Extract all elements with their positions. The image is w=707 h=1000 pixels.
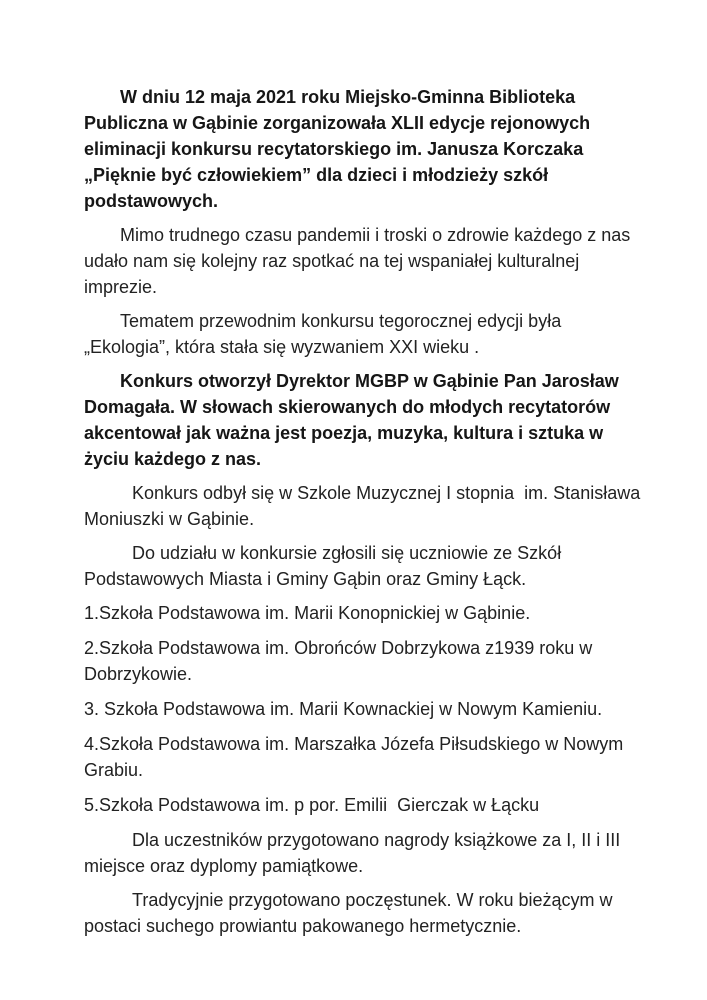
list-item-school-3: 3. Szkoła Podstawowa im. Marii Kownackiej w Nowym Kamieniu. [84, 699, 603, 719]
paragraph-venue: Konkurs odbył się w Szkole Muzycznej I stopnia im. Stanisława Moniuszki w Gąbinie. [84, 483, 646, 529]
paragraph-event-intro: W dniu 12 maja 2021 roku Miejsko-Gminna Biblioteka Publiczna w Gąbinie zorganizowała XLII edycje rejonowych eliminacji konkursu recytatorskiego im. Janusza Korczaka „Pięknie być człowiekiem” dla dzieci i młodzieży szkół podstawowych. [84, 87, 596, 211]
paragraph-pandemic: Mimo trudnego czasu pandemii i troski o zdrowie każdego z nas udało nam się kolejny raz spotkać na tej wspaniałej kulturalnej imprezie. [84, 225, 636, 297]
list-item-school-1: 1.Szkoła Podstawowa im. Marii Konopnickiej w Gąbinie. [84, 603, 531, 623]
paragraph-participants: Do udziału w konkursie zgłosili się uczniowie ze Szkół Podstawowych Miasta i Gminy Gąbin oraz Gminy Łąck. [84, 543, 567, 589]
list-item-school-2: 2.Szkoła Podstawowa im. Obrońców Dobrzykowa z1939 roku w Dobrzykowie. [84, 638, 598, 684]
paragraph-refreshments: Tradycyjnie przygotowano poczęstunek. W roku bieżącym w postaci suchego prowiantu pakowanego hermetycznie. [84, 890, 618, 936]
paragraph-director-opening: Konkurs otworzył Dyrektor MGBP w Gąbinie Pan Jarosław Domagała. W słowach skierowanych do młodych recytatorów akcentował jak ważna jest poezja, muzyka, kultura i sztuka w życiu każdego z nas. [84, 371, 624, 469]
list-item-school-4: 4.Szkoła Podstawowa im. Marszałka Józefa Piłsudskiego w Nowym Grabiu. [84, 734, 629, 780]
paragraph-prizes: Dla uczestników przygotowano nagrody książkowe za I, II i III miejsce oraz dyplomy pamiątkowe. [84, 830, 626, 876]
list-item-school-5: 5.Szkoła Podstawowa im. p por. Emilii Gierczak w Łącku [84, 795, 540, 815]
paragraph-theme-ecology: Tematem przewodnim konkursu tegorocznej edycji była „Ekologia”, która stała się wyzwaniem XXI wieku . [84, 311, 567, 357]
document-body [84, 84, 649, 939]
